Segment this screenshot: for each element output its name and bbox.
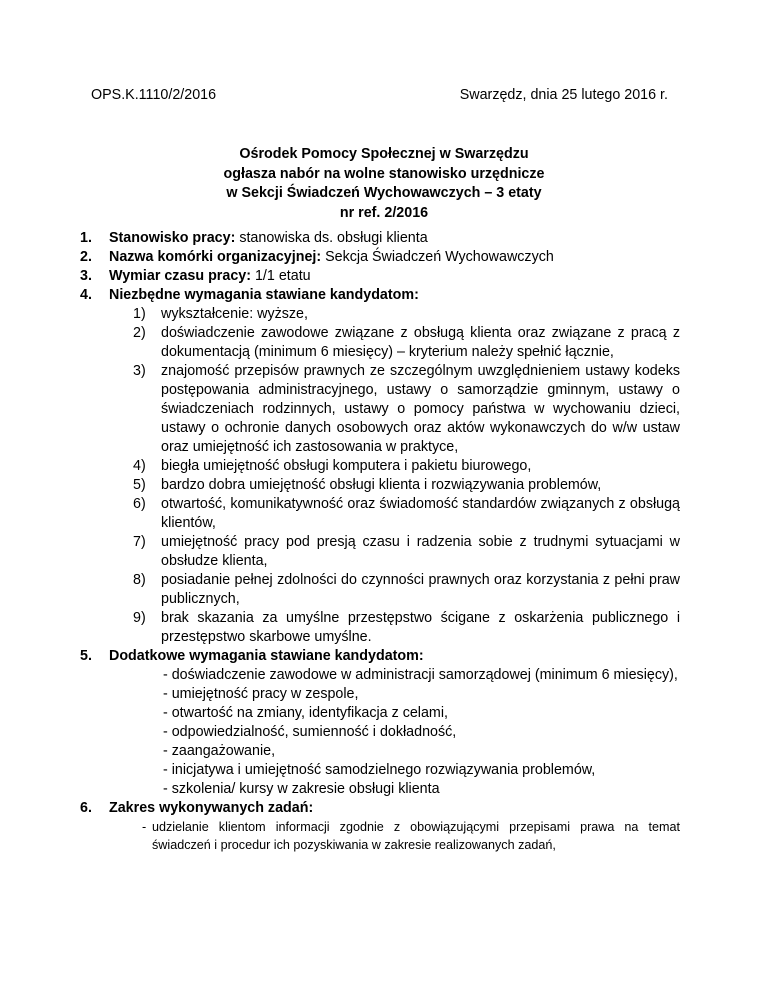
- list-item: [133, 609, 680, 647]
- item-number: 8): [133, 572, 146, 588]
- section-4: [80, 286, 680, 647]
- list-item: [133, 476, 680, 495]
- list-item: [133, 571, 680, 609]
- section-2: [80, 248, 680, 267]
- item-number: 3): [133, 363, 146, 379]
- item-text: doświadczenie zawodowe związane z obsługą klienta oraz związane z pracą z dokumentacją (minimum 6 miesięcy) – kryterium należy spełnić łącznie,: [161, 325, 680, 360]
- item-number: 4): [133, 458, 146, 474]
- list-item: [133, 362, 680, 457]
- additional-qualifications-list: [109, 666, 680, 799]
- list-item: - inicjatywa i umiejętność samodzielnego rozwiązywania problemów,: [163, 762, 596, 778]
- item-text: umiejętność pracy pod presją czasu i radzenia sobie z trudnymi sytuacjami w obsłudze klienta,: [161, 534, 680, 569]
- required-qualifications-list: [109, 305, 680, 647]
- section-value: 1/1 etatu: [254, 268, 311, 284]
- list-item: [133, 533, 680, 571]
- list-item: - umiejętność pracy w zespole,: [163, 686, 359, 702]
- item-number: 9): [133, 610, 146, 626]
- list-item: [142, 818, 680, 854]
- section-label: Niezbędne wymagania stawiane kandydatom:: [109, 287, 419, 303]
- list-item: - otwartość na zmiany, identyfikacja z celami,: [163, 705, 448, 721]
- reference-number: OPS.K.1110/2/2016: [91, 87, 217, 103]
- item-dash: -: [142, 820, 147, 834]
- section-value: Sekcja Świadczeń Wychowawczych: [325, 249, 554, 265]
- section-3: [80, 267, 680, 286]
- list-item: - doświadczenie zawodowe w administracji samorządowej (minimum 6 miesięcy),: [163, 667, 678, 683]
- item-text: wykształcenie: wyższe,: [161, 306, 308, 322]
- item-text: znajomość przepisów prawnych ze szczególnym uwzględnieniem ustawy kodeks postępowania administracyjnego, ustawy o samorządzie gminnym, ustawy o świadczeniach rodzinnych, ustawy o pomocy państwa w wychowaniu dzieci, ustawy o ochronie danych osobowych oraz aktów wykonawczych do w/w ustaw oraz umiejętność ich zastosowania w praktyce,: [161, 363, 680, 455]
- list-item: [133, 457, 680, 476]
- item-number: 2): [133, 325, 146, 341]
- title-line-1: Ośrodek Pomocy Społecznej w Swarzędzu: [239, 146, 529, 162]
- list-item: [133, 495, 680, 533]
- item-text: udzielanie klientom informacji zgodnie z obowiązującymi przepisami prawa na temat świadczeń i procedur ich pozyskiwania w zakresie realizowanych zadań,: [152, 820, 680, 852]
- section-5: [80, 647, 680, 799]
- item-text: bardzo dobra umiejętność obsługi klienta i rozwiązywania problemów,: [161, 477, 602, 493]
- item-text: biegła umiejętność obsługi komputera i pakietu biurowego,: [161, 458, 532, 474]
- item-number: 5): [133, 477, 146, 493]
- item-number: 6): [133, 496, 146, 512]
- section-label: Dodatkowe wymagania stawiane kandydatom:: [109, 648, 424, 664]
- section-number: 4.: [80, 287, 92, 303]
- place-date: Swarzędz, dnia 25 lutego 2016 r.: [459, 87, 668, 103]
- list-item: - odpowiedzialność, sumienność i dokładność,: [163, 724, 457, 740]
- list-item: [133, 324, 680, 362]
- section-value: stanowiska ds. obsługi klienta: [239, 230, 428, 246]
- section-number: 1.: [80, 230, 92, 246]
- section-number: 3.: [80, 268, 92, 284]
- section-6: [80, 799, 680, 854]
- section-list: [80, 229, 680, 854]
- section-label: Nazwa komórki organizacyjnej:: [109, 249, 322, 265]
- title-line-4: nr ref. 2/2016: [339, 204, 429, 221]
- section-number: 2.: [80, 249, 92, 265]
- item-text: otwartość, komunikatywność oraz świadomość standardów związanych z obsługą klientów,: [161, 496, 680, 531]
- item-text: posiadanie pełnej zdolności do czynności prawnych oraz korzystania z pełni praw publicznych,: [161, 572, 680, 607]
- item-number: 7): [133, 534, 146, 550]
- item-number: 1): [133, 306, 146, 322]
- item-text: brak skazania za umyślne przestępstwo ścigane z oskarżenia publicznego i przestępstwo skarbowe umyślne.: [161, 610, 680, 645]
- section-label: Zakres wykonywanych zadań:: [109, 800, 314, 816]
- section-label: Wymiar czasu pracy:: [109, 268, 251, 284]
- title-line-3: w Sekcji Świadczeń Wychowawczych – 3 etaty: [226, 185, 542, 201]
- section-number: 5.: [80, 648, 92, 664]
- list-item: - zaangażowanie,: [163, 743, 276, 759]
- section-label: Stanowisko pracy:: [109, 230, 236, 246]
- section-1: [80, 229, 680, 248]
- duties-list: [109, 818, 680, 854]
- announcement-title: [0, 145, 768, 223]
- announcement-body: [80, 229, 680, 854]
- section-number: 6.: [80, 800, 92, 816]
- list-item: [133, 305, 680, 324]
- list-item: - szkolenia/ kursy w zakresie obsługi klienta: [163, 781, 440, 797]
- title-line-2: ogłasza nabór na wolne stanowisko urzędnicze: [223, 165, 545, 182]
